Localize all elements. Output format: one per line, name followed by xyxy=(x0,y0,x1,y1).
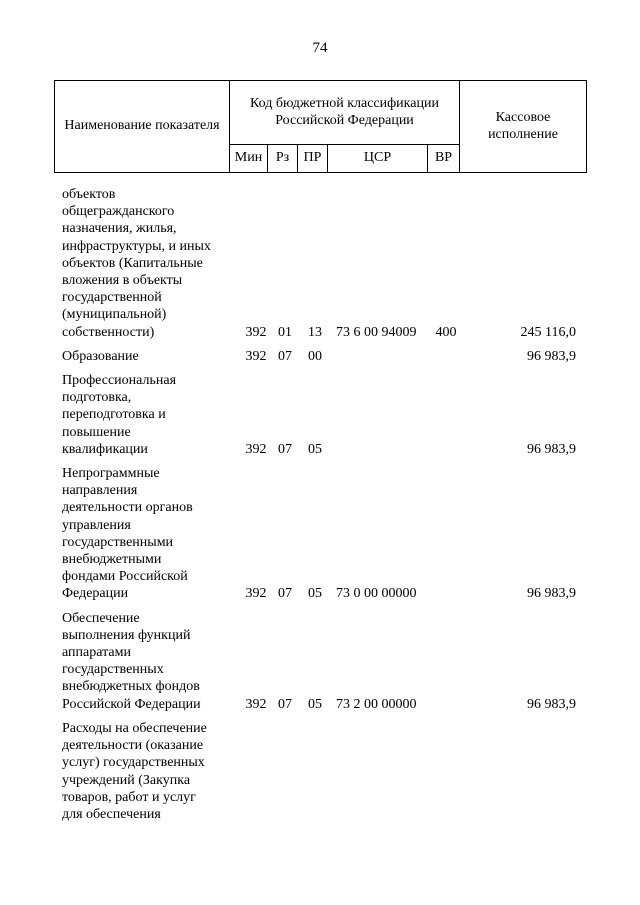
row-amount: 245 116,0 xyxy=(520,324,576,340)
header-name-column: Наименование показателя xyxy=(55,81,230,173)
header-csr: ЦСР xyxy=(328,145,428,173)
row-rz: 07 xyxy=(278,696,292,712)
row-name: Образование xyxy=(62,348,139,364)
row-pr: 13 xyxy=(308,324,322,340)
row-csr: 73 2 00 00000 xyxy=(336,696,417,712)
row-name: Непрограммные направления деятельности органов управления государственными внебюджетными фондами Российской Федерации xyxy=(62,466,193,602)
row-vr: 400 xyxy=(435,324,457,340)
row-name: Профессиональная подготовка, переподготовка и повышение квалификации xyxy=(62,373,177,457)
header-vr: ВР xyxy=(428,145,460,173)
row-name: Расходы на обеспечение деятельности (оказание услуг) государственных учреждений (Закупка товаров, работ и услуг для обеспечения xyxy=(62,720,207,822)
table-row xyxy=(62,720,582,823)
row-rz: 07 xyxy=(278,441,292,457)
header-rz: Рз xyxy=(268,145,298,173)
row-pr: 05 xyxy=(308,441,322,457)
row-amount: 96 983,9 xyxy=(527,348,576,364)
table-row xyxy=(62,348,582,365)
row-csr: 73 0 00 00000 xyxy=(336,586,417,602)
header-pr: ПР xyxy=(298,145,328,173)
row-pr: 05 xyxy=(308,586,322,602)
row-min: 392 xyxy=(245,586,267,602)
table-row xyxy=(62,186,582,341)
row-amount: 96 983,9 xyxy=(527,586,576,602)
row-rz: 07 xyxy=(278,586,292,602)
row-rz: 07 xyxy=(278,348,292,364)
row-min: 392 xyxy=(245,441,267,457)
header-amount-column: Кассовое исполнение xyxy=(460,81,587,173)
table-row xyxy=(62,465,582,603)
table-header xyxy=(54,80,587,173)
row-amount: 96 983,9 xyxy=(527,696,576,712)
row-pr: 00 xyxy=(308,348,322,364)
header-min: Мин xyxy=(230,145,268,173)
row-csr: 73 6 00 94009 xyxy=(336,324,417,340)
row-min: 392 xyxy=(245,348,267,364)
header-code-group: Код бюджетной классификации Российской Федерации xyxy=(230,81,460,145)
table-row xyxy=(62,372,582,458)
page-number: 74 xyxy=(312,40,328,56)
row-name: объектов общегражданского назначения, жилья, инфраструктуры, и иных объектов (Капитальные вложения в объекты государственной (муниципальной) собственности) xyxy=(62,187,211,340)
row-rz: 01 xyxy=(278,324,292,340)
table-row xyxy=(62,610,582,713)
row-min: 392 xyxy=(245,696,267,712)
row-name: Обеспечение выполнения функций аппаратами государственных внебюджетных фондов Российской Федерации xyxy=(62,610,201,712)
row-amount: 96 983,9 xyxy=(527,441,576,457)
row-min: 392 xyxy=(245,324,267,340)
table-body xyxy=(62,186,582,830)
row-pr: 05 xyxy=(308,696,322,712)
